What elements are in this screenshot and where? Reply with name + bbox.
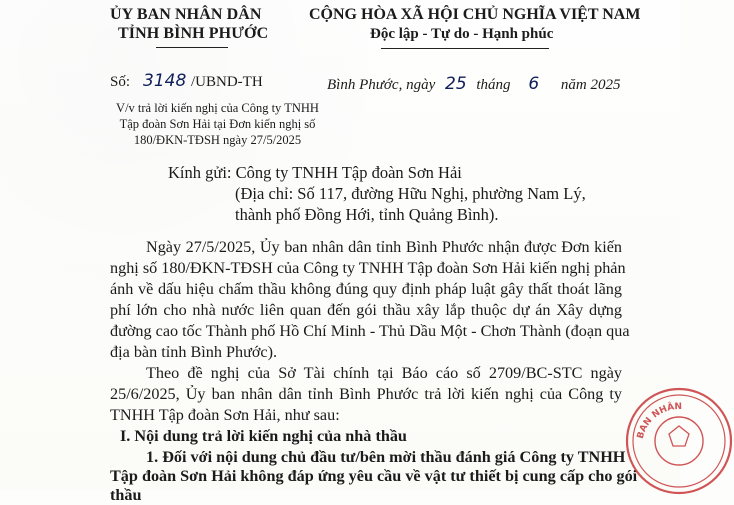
body-line: nghị số 180/ĐKN-TĐSH của Công ty TNHH Tập đoàn Sơn Hải kiến nghị phản: [110, 259, 626, 277]
subject-line: Tập đoàn Sơn Hải tại Đơn kiến nghị số: [119, 117, 316, 131]
section-heading: I. Nội dung trả lời kiến nghị của nhà thầu: [120, 427, 407, 445]
subsection-line: thầu: [110, 486, 142, 504]
issuing-org-line1: ỦY BAN NHÂN DÂN: [110, 6, 262, 23]
motto-underline: [381, 48, 549, 49]
subsection-line: Tập đoàn Sơn Hải không đáp ứng yêu cầu về vật tư thiết bị cung cấp cho gói: [110, 467, 638, 485]
doc-number-suffix: /UBND-TH: [191, 74, 263, 90]
body-line: 25/6/2025, Ủy ban nhân dân tỉnh Bình Phước trả lời kiến nghị của Công ty: [110, 385, 622, 403]
recipient-address-line1: (Địa chỉ: Số 117, đường Hữu Nghị, phường Nam Lý,: [235, 184, 586, 203]
body-line: địa bàn tỉnh Bình Phước).: [110, 343, 278, 361]
issuing-org-line2: TỈNH BÌNH PHƯỚC: [118, 25, 269, 42]
year-text: năm 2025: [560, 77, 621, 93]
subject-line: 180/ĐKN-TĐSH ngày 27/5/2025: [133, 133, 302, 147]
body-line: Theo đề nghị của Sở Tài chính tại Báo cáo số 2709/BC-STC ngày: [146, 364, 622, 382]
subsection-line: 1. Đối với nội dung chủ đầu tư/bên mời thầu đánh giá Công ty TNHH: [146, 448, 626, 466]
subject-block: [110, 100, 325, 148]
date-day-handwritten: 25: [445, 74, 467, 94]
body-line: phí lớn cho nhà nước liên quan đến gói thầu xây lắp thuộc dự án Xây dựng: [110, 301, 622, 319]
body-line: đường cao tốc Thành phố Hồ Chí Minh - Thủ Dầu Một - Chơn Thành (đoạn qua: [110, 322, 630, 340]
recipient-line: Kính gửi: Công ty TNHH Tập đoàn Sơn Hải: [168, 163, 462, 182]
place-date: [327, 74, 620, 94]
body-line: TNHH Tập đoàn Sơn Hải, như sau:: [110, 406, 340, 424]
body-line: ánh về dấu hiệu chấm thầu không đúng quy định pháp luật gây thất thoát lãng: [110, 280, 622, 298]
subject-line: V/v trả lời kiến nghị của Công ty TNHH: [116, 101, 319, 115]
month-label: tháng: [476, 77, 511, 93]
body-line: Ngày 27/5/2025, Ủy ban nhân dân tỉnh Bình Phước nhận được Đơn kiến: [146, 238, 622, 256]
official-seal-stamp: [624, 386, 734, 496]
national-title: CỘNG HÒA XÃ HỘI CHỦ NGHĨA VIỆT NAM: [309, 6, 641, 23]
place-prefix: Bình Phước, ngày: [327, 77, 436, 93]
national-motto: Độc lập - Tự do - Hạnh phúc: [370, 26, 554, 42]
svg-text:BAN NHÂN: BAN NHÂN: [635, 401, 683, 440]
doc-number-label: Số:: [110, 74, 131, 90]
doc-number-handwritten: 3148: [143, 71, 187, 91]
date-month-handwritten: 6: [528, 74, 540, 94]
recipient-address-line2: thành phố Đồng Hới, tỉnh Quảng Bình).: [235, 205, 499, 224]
org-underline: [156, 47, 228, 48]
